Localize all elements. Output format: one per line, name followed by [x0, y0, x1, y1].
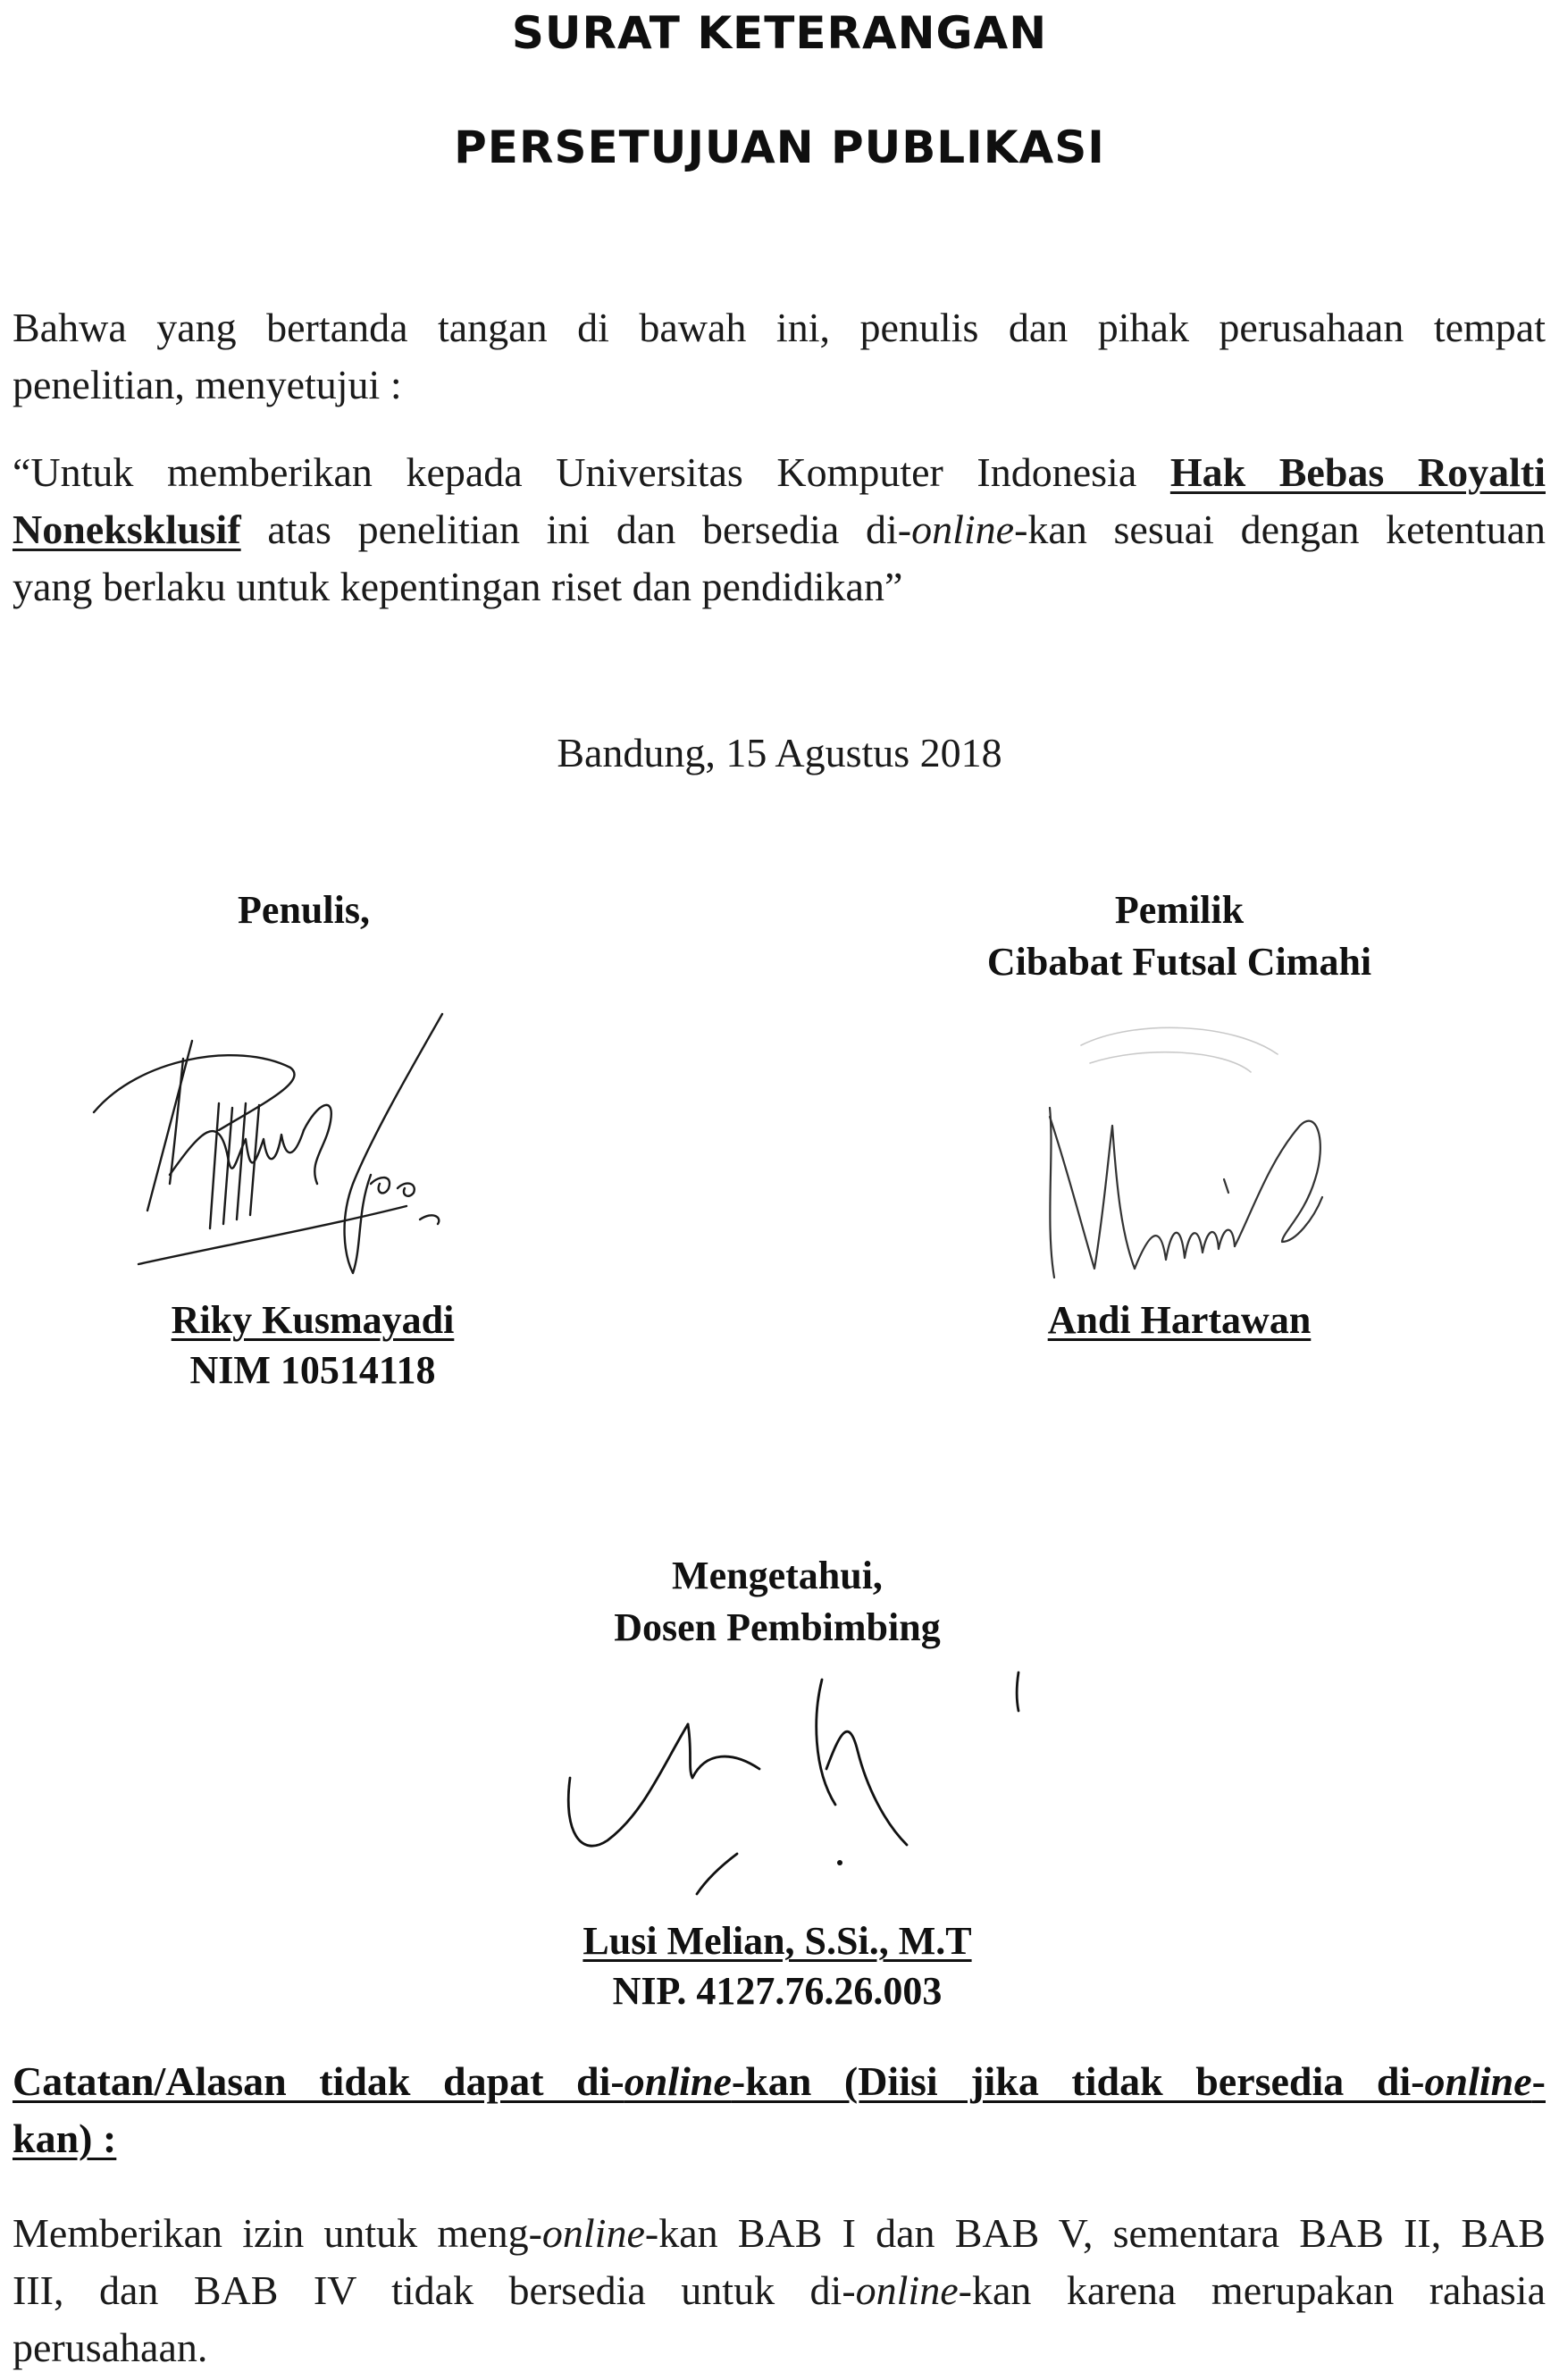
note-body-line-2: [13, 2262, 1546, 2319]
intro-line-2: penelitian, menyetujui :: [13, 362, 402, 407]
note-body-1a: Memberikan izin untuk meng-: [13, 2210, 542, 2256]
advisor-name-block: [429, 1916, 1126, 2016]
intro-line-1: Bahwa yang bertanda tangan di bawah ini, penulis dan pihak perusahaan tempat: [13, 305, 1546, 350]
note-body-1b: online: [541, 2210, 645, 2256]
owner-signature: [1027, 1018, 1367, 1322]
note-heading-e: -: [1531, 2058, 1546, 2104]
advisor-role-label: [429, 1550, 1126, 1654]
quote-line-2: [13, 501, 1546, 558]
author-name-block: [89, 1295, 536, 1395]
owner-role-line-1: Pemilik: [1114, 888, 1245, 932]
advisor-role-line-2: Dosen Pembimbing: [614, 1605, 941, 1649]
note-body-2b: online: [855, 2267, 959, 2313]
note-body-line-1: [13, 2205, 1546, 2262]
advisor-name: Lusi Melian, S.Si., M.T: [583, 1919, 972, 1963]
quote-text-2c: online: [911, 507, 1015, 552]
quote-line-1: [13, 444, 1546, 501]
quote-text-1a: “Untuk memberikan kepada Universitas Komputer Indonesia: [13, 449, 1170, 495]
note-heading-line-1: [13, 2053, 1546, 2110]
author-name: Riky Kusmayadi: [171, 1298, 455, 1342]
note-heading-b: online: [624, 2058, 732, 2104]
owner-role-label: [893, 884, 1465, 988]
author-role-label: Penulis,: [238, 888, 370, 932]
date-place: Bandung, 15 Agustus 2018: [557, 730, 1002, 775]
note-body: [13, 2205, 1546, 2376]
note-body-2c: -kan karena merupakan rahasia: [958, 2267, 1546, 2313]
note-body-2a: III, dan BAB IV tidak bersedia untuk di-: [13, 2267, 856, 2313]
intro-paragraph: [13, 299, 1546, 414]
license-term-2: Noneksklusif: [13, 507, 241, 552]
document-title: SURAT KETERANGAN: [511, 7, 1048, 59]
note-heading: [13, 2053, 1546, 2167]
quote-text-2d: -kan sesuai dengan ketentuan: [1014, 507, 1546, 552]
note-body-1c: -kan BAB I dan BAB V, sementara BAB II, BAB: [644, 2210, 1546, 2256]
quote-line-3: yang berlaku untuk kepentingan riset dan pendidikan”: [13, 564, 903, 609]
advisor-nip: NIP. 4127.76.26.003: [612, 1969, 943, 2013]
owner-name-block: [893, 1295, 1465, 1345]
note-heading-line-2: kan) :: [13, 2116, 117, 2161]
advisor-signature: [554, 1662, 1036, 1903]
quote-paragraph: [13, 444, 1546, 616]
author-nim: NIM 10514118: [189, 1348, 436, 1392]
document-subtitle: PERSETUJUAN PUBLIKASI: [454, 122, 1105, 173]
note-body-line-3: perusahaan.: [13, 2325, 208, 2370]
note-heading-d: online: [1424, 2058, 1532, 2104]
note-heading-a: Catatan/Alasan tidak dapat di-: [13, 2058, 624, 2104]
advisor-role-line-1: Mengetahui,: [672, 1554, 883, 1597]
author-signature: [85, 1005, 478, 1291]
license-term-1: Hak Bebas Royalti: [1169, 449, 1546, 495]
note-heading-c: -kan (Diisi jika tidak bersedia di-: [731, 2058, 1425, 2104]
owner-name: Andi Hartawan: [1047, 1298, 1312, 1342]
owner-role-line-2: Cibabat Futsal Cimahi: [986, 940, 1372, 984]
quote-text-2b: atas penelitian ini dan bersedia di-: [240, 507, 912, 552]
